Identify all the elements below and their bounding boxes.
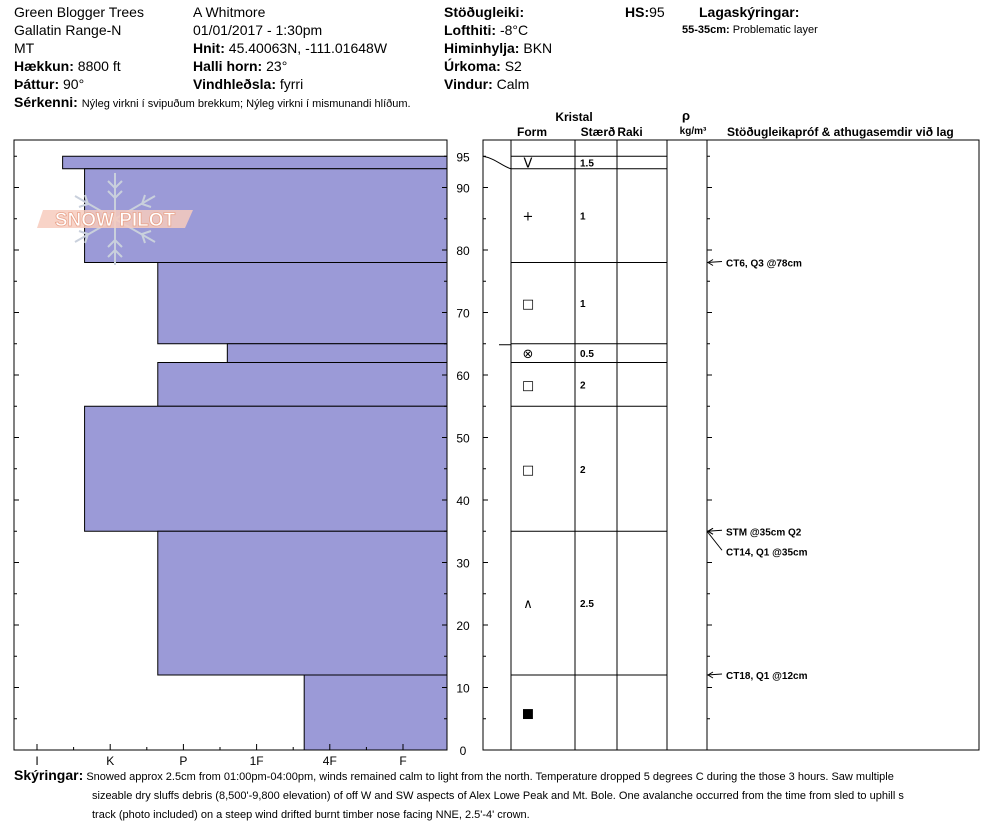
grain-size-value: 0.5 [580,349,594,361]
crystal-form-symbol: □ [521,462,535,478]
precip-label: Úrkoma: [444,58,501,74]
notes [14,766,994,825]
crystal-form-symbol: + [522,209,534,225]
wind-load-value: fyrri [279,76,304,92]
hardness-bar [304,675,447,750]
height-tick-label: 20 [456,619,470,633]
hardness-plot [14,140,447,765]
temperature-profile-line [483,156,511,169]
layer-table [483,140,979,750]
crystal-form-symbol: □ [521,297,535,313]
hardness-tick-label: K [106,754,115,765]
hardness-tick-label: F [399,754,407,765]
precip-value: S2 [504,58,522,74]
stability-test-label: STM @35cm Q2 [726,527,802,539]
range-name: Gallatin Range-N [14,22,122,38]
observation-datetime: 01/01/2017 - 1:30pm [193,22,323,38]
aspect-label: Þáttur: [14,76,60,92]
legend-label: Lagaskýringar: [699,4,800,20]
wind-load-label: Vindhleðsla: [193,76,276,92]
column-headers [517,108,954,139]
air-temp-label: Lofthiti: [444,22,497,38]
crystal-form-symbol: ∧ [523,597,533,613]
hardness-bar [158,531,447,675]
hardness-bar [63,156,447,169]
crystal-header: Kristal [555,110,593,124]
height-tick-label: 70 [456,306,470,321]
sky-value: BKN [523,40,553,56]
grain-size-value: 2 [580,464,586,476]
observer-name: A Whitmore [193,4,266,20]
height-axis-labels [456,150,470,758]
hardness-tick-label: 1F [249,754,264,765]
legend-text: Problematic layer [732,24,818,36]
slope-label: Halli horn: [193,58,263,74]
density-unit: kg/m³ [679,126,707,137]
wind-label: Vindur: [444,76,493,92]
notes-text: track (photo included) on a steep wind drifted burnt timber nose facing NNE, 2.5'-4' crown. [92,809,530,821]
sky-label: Himinhylja: [444,40,520,56]
state-name: MT [14,40,35,56]
grain-size-value: 1 [580,299,586,311]
height-tick-label: 60 [456,369,470,383]
hardness-tick-label: 4F [322,754,337,765]
crystal-form-symbol: □ [521,378,535,394]
grain-size-value: 1.5 [580,158,594,170]
height-tick-label: 40 [456,494,470,508]
notes-text: sizeable dry sluffs debris (8,500'-9,800 elevation) of off W and SW aspects of Alex Lowe Peak and Mt. Bole. One avalanche occurred from the time from sled to uphill s [92,790,904,802]
hardness-bar [227,344,447,363]
notes-text: Snowed approx 2.5cm from 01:00pm-04:00pm, winds remained calm to light from the north. Temperature dropped 5 degrees C during the those 3 hours. Saw multiple [86,771,894,783]
crystal-form-symbol: ■ [521,706,535,722]
hardness-bar [85,406,447,531]
crystal-form-symbol: V [523,156,533,172]
coords-value: 45.40063N, -111.01648W [228,40,388,56]
notes-line-1 [14,766,994,787]
height-tick-label: 90 [456,181,470,196]
grain-size-value: 2.5 [580,599,594,611]
elevation-value: 8800 ft [77,58,121,74]
height-tick-label: 80 [456,244,470,258]
grain-size-value: 1 [580,211,586,223]
aspect-value: 90° [63,76,85,92]
stability-test-label: CT18, Q1 @12cm [726,671,808,682]
stability-test-label: CT6, Q3 @78cm [726,258,802,270]
height-tick-label: 10 [456,681,470,696]
logo-text: SNOW PILOT [54,210,176,231]
form-header: Form [517,125,547,139]
wind-value: Calm [496,76,530,92]
hardness-bar [158,363,447,407]
layer-table-frame [483,140,979,750]
features-label: Sérkenni: [14,94,78,110]
size-header: Stærð [580,125,616,139]
elevation-label: Hækkun: [14,58,74,74]
stability-test-label: CT14, Q1 @35cm [726,547,808,559]
notes-label: Skýringar: [14,767,84,783]
features-value: Nýleg virkni í svipuðum brekkum; Nýleg virkni í mismunandi hlíðum. [81,98,411,110]
air-temp-value: -8°C [499,22,529,38]
slope-value: 23° [266,58,288,74]
hs-label: HS: [625,4,650,20]
test-arrow [707,531,722,550]
height-tick-label: 30 [456,556,470,571]
hs-value: 95 [649,4,665,20]
density-symbol: ρ [681,108,691,123]
legend-range: 55-35cm: [682,24,730,36]
height-tick-label: 95 [456,150,470,165]
coords-label: Hnit: [193,40,225,56]
crystal-form-symbol: ⊗ [522,347,534,363]
hardness-tick-label: P [179,754,188,765]
height-tick-label: 50 [456,431,470,446]
hardness-tick-label: I [35,754,39,765]
grain-size-value: 2 [580,380,586,392]
moisture-header: Raki [617,125,643,139]
stability-label: Stöðugleiki: [444,4,525,20]
tests-header: Stöðugleikapróf & athugasemdir við lag [727,125,954,139]
height-tick-label: 0 [459,744,467,758]
hardness-bar [158,263,447,344]
location-name: Green Blogger Trees [14,4,144,20]
